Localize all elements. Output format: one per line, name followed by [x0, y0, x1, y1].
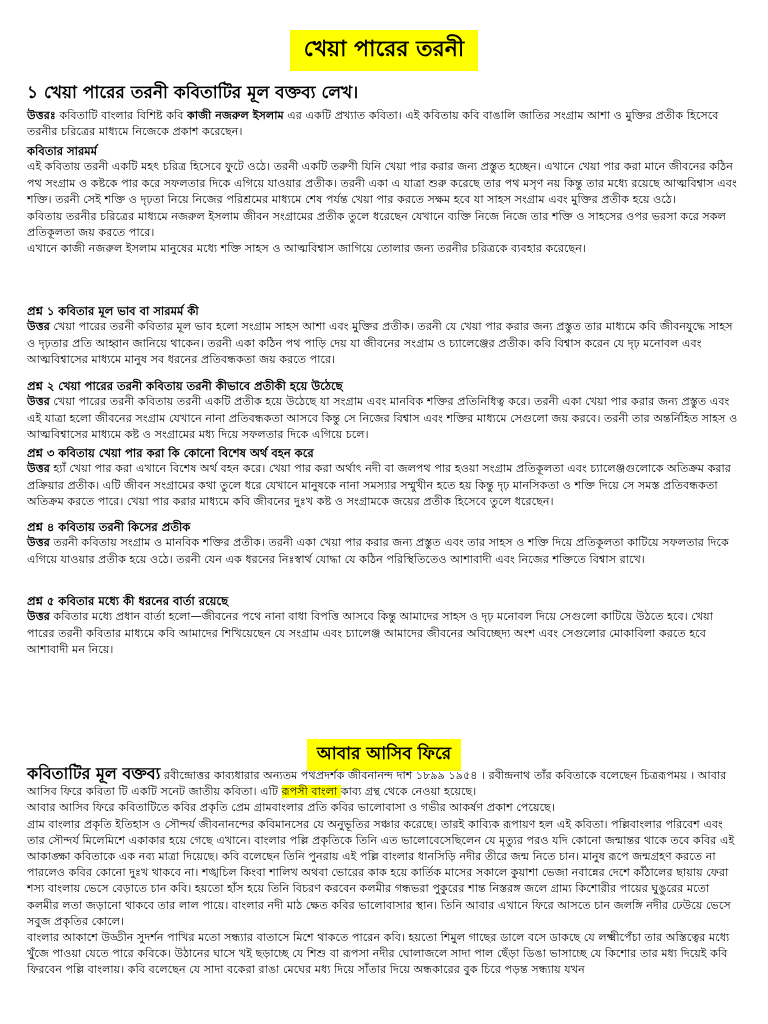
answer-text-cont: এর একটি প্রখ্যাত কবিতা। এই কবিতায় কবি বাঙালি জাতির সংগ্রাম আশা ও মুক্তির প্রতীক হিসেবে তরনীর চরিত্রের মাধ্যমে নিজেকে প্রকাশ করেছেন। — [27, 109, 719, 139]
qa-3 — [27, 445, 743, 511]
part2-paragraph-3: গ্রাম বাংলার প্রকৃতি ইতিহাস ও সৌন্দর্য জীবনানন্দের কবিমানসের যে অনুভূতির সঞ্চার করেছে। তারই কাব্যিক রূপায়ণ হল এই কবিতা। পল্লিবাংলার পরিবেশ এবং তার সৌন্দর্য মিলেমিশে একাকার হয়ে গেছে এখানে। বাংলার পল্লি প্রকৃতিকে তিনি এত ভালোবেসেছিলেন যে মৃত্যুর পরও যদি কোনো জন্মান্তর থাকে তবে কবির এই আকাঙ্ক্ষা কবিতাকে এক নব্য মাত্রা দিয়েছে। কবি বলেছেন তিনি পুনরায় এই পল্লি বাংলার ধানসিড়ি নদীর তীরে জন্ম নিতে চান। মানুষ রূপে জন্মগ্রহণ করতে না পারলেও কবির কোনো দুঃখ থাকবে না। শঙ্খচিল কিংবা শালিখ অথবা ভোরের কাক হয়ে কার্তিক মাসের সকালে কুয়াশা ভেজা নবান্নের দেশে কাঁঠালের ছায়ায় ফেরা শস্য বাংলায় ভেসে বেড়াতে চান কবি। হয়তো হাঁস হয়ে তিনি বিচরণ করবেন কলমীর গন্ধভরা পুকুরের শান্ত নিস্তরঙ্গ জলে গ্রাম্য কিশোরীর পায়ের ঘুঙুরের মতো কলমীর লতা জড়ানো থাকবে তার লাল পায়ে। বাংলার নদী মাঠ ক্ষেত কবির ভালোবাসার স্থান। তিনি আবার এখানে ফিরে আসতে চান জলঙ্গি নদীর ঢেউয়ে ভেসে সবুজ প্রকৃতির কোলে। — [27, 817, 735, 928]
qa-2 — [27, 378, 743, 444]
summary-paragraph-3: এখানে কাজী নজরুল ইসলাম মানুষের মধ্যে শক্তি সাহস ও আত্মবিশ্বাস জাগিয়ে তোলার জন্য তরনীর চরিত্রকে ব্যবহার করেছেন। — [27, 242, 586, 256]
answer-label: উত্তর — [27, 462, 50, 476]
answer-4: তরনী কবিতায় সংগ্রাম ও মানবিক শক্তির প্রতীক। তরনী একা খেয়া পার করার জন্য প্রস্তুত এবং তার সাহস ও শক্তি দিয়ে প্রতিকূলতা কাটিয়ে সফলতার দিকে এগিয়ে যাওয়ার প্রতীক হয়ে ওঠে। তরনী যেন এক ধরনের নিঃস্বার্থ যোদ্ধা যে কঠিন পরিস্থিতিতেও আশাবাদী এবং নিজের শক্তিতে বিশ্বাস রাখে। — [27, 536, 729, 566]
part2-intro: রবীন্দ্রোত্তর কাব্যধারার অন্যতম পথপ্রদর্শক জীবনানন্দ দাশ ১৮৯৯ ১৯৫৪ । রবীন্দ্রনাথ তাঁর কবিতাকে বলেছেন চিত্ররূপময় । আবার আসিব ফিরে কবিতা টি একটি সনেট জাতীয় কবিতা। এটি — [27, 769, 727, 799]
poet-name: কাজী নজরুল ইসলাম — [187, 109, 284, 122]
qa-5 — [27, 593, 743, 659]
section-title: আবার আসিব ফিরে — [307, 739, 461, 771]
part2-section — [27, 766, 743, 979]
answer-label: উত্তর — [27, 320, 50, 334]
part2-paragraph-4: বাংলার আকাশে উড্ডীন সুদর্শন পাখির মতো সন্ধ্যার বাতাসে মিশে থাকতে পারেন কবি। হয়তো শিমুল গাছের ডালে বসে ডাকছে যে লক্ষ্মীপেঁচা তার অস্তিত্বের মধ্যে খুঁজে পাওয়া যেতে পারে কবিকে। উঠানের ঘাসে খই ছড়াচ্ছে যে শিশু বা রূপসা নদীর ঘোলাজলে সাদা পাল ছেঁড়া ডিঙা ভাসাচ্ছে যে কিশোর তার মধ্য দিয়েই কবি ফিরবেন পল্লি বাংলায়। কবি বলেছেন যে সাদা বকেরা রাঙা মেঘের মধ্য দিয়ে সাঁতার দিয়ে অন্ধকারের বুক চিরে পড়ন্ত সন্ধ্যায় যখন — [27, 931, 730, 977]
summary-section — [27, 143, 743, 258]
part2-intro-cont: কাব্য গ্রন্থ থেকে নেওয়া হয়েছে। — [340, 785, 477, 799]
question-1: প্রশ্ন ১ কবিতার মূল ভাব বা সারমর্ম কী — [27, 304, 199, 318]
answer-label: উত্তর — [27, 536, 50, 550]
question-3: প্রশ্ন ৩ কবিতায় খেয়া পার করা কি কোনো বিশেষ অর্থ বহন করে — [27, 446, 314, 460]
answer-label: উত্তর — [27, 610, 50, 624]
question-4: প্রশ্ন ৪ কবিতায় তরনী কিসের প্রতীক — [27, 520, 191, 534]
title-banner — [0, 30, 768, 71]
answer-label: উত্তরঃ — [27, 109, 56, 122]
qa-1 — [27, 303, 743, 369]
summary-paragraph-1: এই কবিতায় তরনী একটি মহৎ চরিত্র হিসেবে ফুটে ওঠে। তরনী একটি তরুণী যিনি খেয়া পার করার জন্য প্রস্তুত হচ্ছেন। এখানে খেয়া পার করা মানে জীবনের কঠিন পথ সংগ্রাম ও কষ্টকে পার করে সফলতার দিকে এগিয়ে যাওয়ার প্রতীক। তরনী একা এ যাত্রা শুরু করেছে তার পথ মসৃণ নয় কিন্তু তার মধ্যে রয়েছে আত্মবিশ্বাস এবং শক্তি। তরনী সেই শক্তি ও দৃঢ়তা নিয়ে নিজের পরিশ্রমের মাধ্যমে শেষ পর্যন্ত খেয়া পার করতে সক্ষম হবে যা সাহস সংগ্রাম এবং মুক্তির প্রতীক হয়ে ওঠে। — [27, 160, 737, 207]
book-name: রূপসী বাংলা — [281, 785, 341, 799]
question-5: প্রশ্ন ৫ কবিতার মধ্যে কী ধরনের বার্তা রয়েছে — [27, 594, 229, 608]
question-2: প্রশ্ন ২ খেয়া পারের তরনী কবিতায় তরনী কীভাবে প্রতীকী হয়ে উঠেছে — [27, 379, 343, 393]
answer-1: খেয়া পারের তরনী কবিতার মূল ভাব হলো সংগ্রাম সাহস আশা এবং মুক্তির প্রতীক। তরনী যে খেয়া পার করার জন্য প্রস্তুত তার মাধ্যমে কবি জীবনযুদ্ধে সাহস ও দৃঢ়তার প্রতি আহ্বান জানিয়ে থাকেন। তরনী একা কঠিন পথ পাড়ি দেয় যা জীবনের সংগ্রাম ও চ্যালেঞ্জের প্রতীক। কবি বিশ্বাস করেন যে দৃঢ় মনোবল এবং আত্মবিশ্বাসের মাধ্যমে মানুষ সব ধরনের প্রতিবন্ধকতা জয় করতে পারে। — [27, 320, 733, 367]
part2-paragraph-2: আবার আসিব ফিরে কবিতাটিতে কবির প্রকৃতি প্রেম গ্রামবাংলার প্রতি কবির ভালোবাসা ও গভীর আকর্ষণ প্রকাশ পেয়েছে। — [27, 801, 555, 815]
answer-3: হ্যাঁ খেয়া পার করা এখানে বিশেষ অর্থ বহন করে। খেয়া পার করা অর্থাৎ নদী বা জলপথ পার হওয়া সংগ্রাম প্রতিকূলতা এবং চ্যালেঞ্জগুলোকে অতিক্রম করার প্রক্রিয়ার প্রতীক। এটি জীবন সংগ্রামের কথা তুলে ধরে যেখানে মানুষকে নানা সমস্যার সম্মুখীন হতে হয় কিন্তু দৃঢ় মানসিকতা ও শক্তি দিয়ে সে সমস্ত প্রতিবন্ধকতা অতিক্রম করতে পারে। খেয়া পার করার মাধ্যমে কবি জীবনের দুঃখ কষ্ট ও সংগ্রামকে জয়ের প্রতীক হিসেবে তুলে ধরেছেন। — [27, 462, 731, 509]
page-title: খেয়া পারের তরনী — [290, 30, 478, 71]
qa-4 — [27, 519, 743, 568]
answer-2: খেয়া পারের তরনী কবিতায় তরনী একটি প্রতীক হয়ে উঠেছে যা সংগ্রাম এবং মানবিক শক্তির প্রতিনিধিত্ব করে। তরনী একা খেয়া পার করার জন্য প্রস্তুত এবং এই যাত্রা হলো জীবনের সংগ্রাম যেখানে নানা প্রতিবন্ধকতা আসবে কিন্তু সে নিজের বিশ্বাস এবং শক্তির মাধ্যমে সেগুলো জয় করবে। তরনী তার অন্তর্নিহিত সাহস ও আত্মবিশ্বাসের মাধ্যমে কষ্ট ও সংগ্রামের মধ্য দিয়ে সফলতার দিকে এগিয়ে চলে। — [27, 395, 738, 442]
answer-text: কবিতাটি বাংলার বিশিষ্ট কবি — [55, 109, 188, 122]
answer-5: কবিতার মধ্যে প্রধান বার্তা হলো—জীবনের পথে নানা বাধা বিপত্তি আসবে কিন্তু আমাদের সাহস ও দৃঢ় মনোবল দিয়ে সেগুলো কাটিয়ে উঠতে হবে। খেয়া পারের তরনী কবিতার মাধ্যমে কবি আমাদের শিখিয়েছেন যে সংগ্রাম এবং চ্যালেঞ্জ আমাদের জীবনের অবিচ্ছেদ্য অংশ এবং সেগুলোর মোকাবিলা করতে হবে আশাবাদী মন নিয়ে। — [27, 610, 714, 657]
summary-heading: কবিতার সারমর্ম — [27, 144, 98, 158]
question-heading: ১ খেয়া পারের তরনী কবিতাটির মূল বক্তব্য লেখ। — [27, 83, 359, 103]
summary-paragraph-2: কবিতায় তরনীর চরিত্রের মাধ্যমে নজরুল ইসলাম জীবন সংগ্রামের প্রতীক তুলে ধরেছেন যেখানে ব্যক্তি নিজে নিজে তার শক্তি ও সাহসের ওপর ভরসা করে সকল প্রতিকূলতা জয় করতে পারে। — [27, 209, 726, 240]
answer-label: উত্তর — [27, 395, 50, 409]
part2-heading: কবিতাটির মূল বক্তব্য — [27, 764, 161, 783]
answer-intro — [27, 108, 743, 141]
